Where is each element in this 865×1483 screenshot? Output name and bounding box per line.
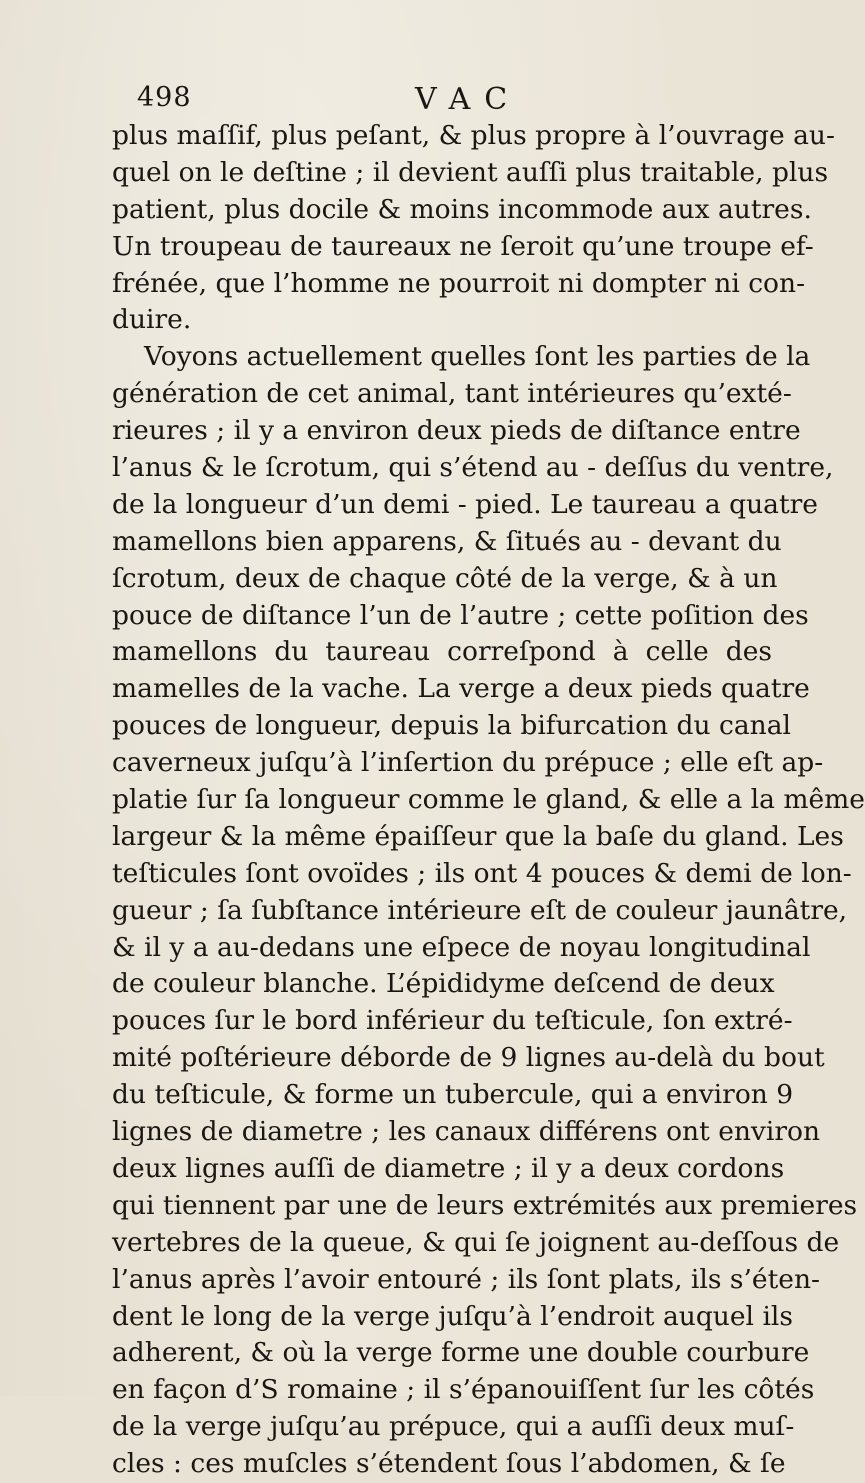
text-line: l’anus & le ſcrotum, qui s’étend au - deſſus du ventre, [112,452,834,484]
text-line: de couleur blanche. L’épididyme deſcend de deux [112,968,775,1000]
text-line: teſticules ſont ovoïdes ; ils ont 4 pouces & demi de lon- [112,857,852,889]
text-line: & il y a au-dedans une eſpece de noyau longitudinal [112,931,811,963]
text-line: lignes de diametre ; les canaux différens ont environ [112,1116,821,1148]
text-line: plus maſſif, plus peſant, & plus propre à l’ouvrage au- [112,120,835,151]
text-line: mité poſtérieure déborde de 9 lignes au-delà du bout [112,1042,825,1074]
text-line: quel on le deſtine ; il devient auſſi plus traitable, plus [112,156,829,188]
text-line: de la longueur d’un demi - pied. Le taureau a quatre [112,488,818,520]
text-line: frénée, que l’homme ne pourroit ni dompter ni con- [112,267,806,299]
body-text [112,118,865,1483]
text-line: pouces de longueur, depuis la bifurcation du canal [112,710,791,742]
text-line: l’anus après l’avoir entouré ; ils ſont plats, ils s’éten- [112,1263,820,1295]
text-line: du teſticule, & forme un tubercule, qui a environ 9 [112,1079,794,1111]
text-line: qui tiennent par une de leurs extrémités aux premieres [112,1189,858,1221]
text-line: rieures ; il y a environ deux pieds de diſtance entre [112,415,801,447]
text-line: mamelles de la vache. La verge a deux pieds quatre [112,673,810,705]
page-header [115,78,715,118]
text-line: duire. [112,304,192,336]
text-line: deux lignes auſſi de diametre ; il y a deux cordons [112,1152,785,1184]
text-line: Un troupeau de taureaux ne ſeroit qu’une troupe ef- [112,230,814,262]
text-line: dent le long de la verge juſqu’à l’endroit auquel ils [112,1300,793,1332]
text-line: de la verge juſqu’au prépuce, qui a auſſi deux muſ- [112,1411,795,1443]
text-line: patient, plus docile & moins incommode aux autres. [112,193,812,225]
running-head: VAC [415,82,522,117]
text-line: Voyons actuellement quelles ſont les parties de la [144,341,811,373]
text-line: en façon d’S romaine ; il s’épanouiſſent ſur les côtés [112,1374,815,1406]
text-line: mamellons bien apparens, & ſitués au - devant du [112,525,782,557]
text-line: vertebres de la queue, & qui ſe joignent au-deſſous de [112,1226,840,1258]
text-line: génération de cet animal, tant intérieures qu’exté- [112,378,792,410]
text-line: largeur & la même épaiſſeur que la baſe du gland. Les [112,820,844,852]
text-line: platie ſur ſa longueur comme le gland, & elle a la même [112,784,865,816]
text-line: pouces ſur le bord inférieur du teſticule, ſon extré- [112,1005,793,1037]
text-line: pouce de diſtance l’un de l’autre ; cette poſition des [112,599,809,631]
text-line: adherent, & où la verge forme une double courbure [112,1337,810,1369]
text-line: cles : ces muſcles s’étendent ſous l’abdomen, & ſe [112,1448,786,1480]
text-line: ſcrotum, deux de chaque côté de la verge, & à un [112,562,778,594]
page-number: 498 [137,82,192,113]
text-line: mamellons du taureau correſpond à celle des [112,636,772,668]
text-line: gueur ; ſa ſubſtance intérieure eſt de couleur jaunâtre, [112,894,848,926]
text-line: caverneux juſqu’à l’inſertion du prépuce ; elle eſt ap- [112,747,824,779]
